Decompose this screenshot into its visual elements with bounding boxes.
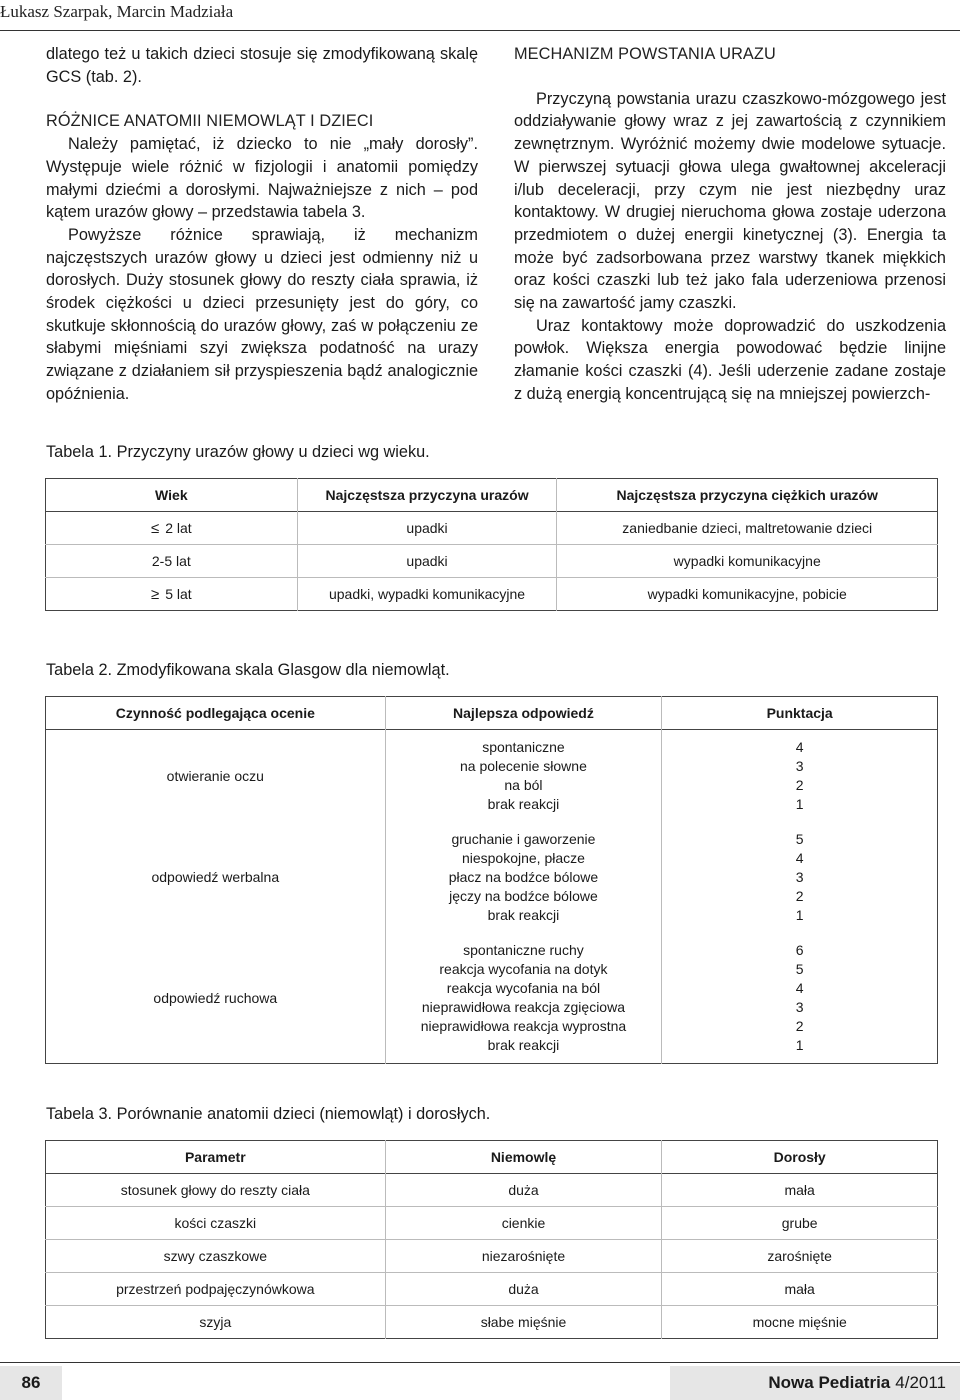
table1-severe-cell: zaniedbanie dzieci, maltretowanie dzieci <box>557 512 938 545</box>
table-row <box>46 1273 938 1306</box>
table1 <box>45 478 938 611</box>
right-paragraph-1: Przyczyną powstania urazu czaszkowo-mózgowego jest oddziaływanie głowy wraz z jej zawartością z czynnikiem zewnętrznym. Wyróżnić możemy dwie modelowe sytuacje. W pierwszej sytuacji głowa ulega gwałtownej akceleracji i/lub deceleracji, przy czym nie jest niezbędny uraz kontaktowy. W drugiej nieruchoma głowa zostaje uderzona przedmiotem o dużej energii kinetycznej (3). Energia ta może być zadsorbowana przez warstwy tkanek miękkich oraz kości czaszki lub też jako fala uderzeniowa przenosi się na zawartość jamy czaszki. <box>514 89 946 313</box>
table1-header-severe: Najczęstsza przyczyna ciężkich urazów <box>557 479 938 512</box>
journal-footer <box>670 1366 960 1400</box>
table3-parameter-cell: szyja <box>46 1306 386 1339</box>
header-rule <box>0 30 960 31</box>
left-column <box>46 43 478 406</box>
table1-cause-cell: upadki <box>297 545 557 578</box>
table-row <box>46 1174 938 1207</box>
footer-rule <box>0 1362 960 1363</box>
page-number: 86 <box>0 1366 62 1400</box>
table3-adult-cell: mocne mięśnie <box>662 1306 938 1339</box>
table3-header-infant: Niemowlę <box>385 1141 662 1174</box>
table1-cause-cell: upadki <box>297 512 557 545</box>
journal-name: Nowa Pediatria <box>768 1373 891 1392</box>
table2-activity-cell: odpowiedź ruchowa <box>153 989 278 1006</box>
table3-infant-cell: duża <box>385 1174 662 1207</box>
table1-age-cell: 2-5 lat <box>46 545 298 578</box>
left-paragraph-3: Powyższe różnice sprawiają, iż mechanizm najczęstszych urazów głowy u dzieci jest odmienny niż u dorosłych. Duży stosunek głowy do reszty ciała sprawia, iż środek ciężkości u dzieci przesunięty jest do góry, co skutkuje skłonnością do urazów głowy, zaś w połączeniu ze słabymi mięśniami szyi zwiększa podatność na urazy związane z działaniem sił przyspieszenia bądź analogicznie opóźnienia. <box>46 225 478 403</box>
table-row <box>46 1240 938 1273</box>
table-row <box>46 730 938 823</box>
table3-infant-cell: cienkie <box>385 1207 662 1240</box>
table3-adult-cell: grube <box>662 1207 938 1240</box>
less-equal-symbol: ≤ <box>150 519 160 537</box>
table2-header-score: Punktacja <box>662 697 938 730</box>
section-title-anatomy: RÓŻNICE ANATOMII NIEMOWLĄT I DZIECI <box>46 112 374 131</box>
table2-scores-cell: 6 5 4 3 2 1 <box>662 933 938 1064</box>
table2-scores-cell: 5 4 3 2 1 <box>662 822 938 933</box>
table1-cause-cell: upadki, wypadki komunikacyjne <box>297 578 557 611</box>
section-title-mechanism: MECHANIZM POWSTANIA URAZU <box>514 45 776 63</box>
table3-header-parameter: Parametr <box>184 1149 246 1165</box>
table2-responses-cell: spontaniczne ruchy reakcja wycofania na dotyk reakcja wycofania na ból nieprawidłowa reakcja zgięciowa nieprawidłowa reakcja wyprostna brak reakcji <box>385 933 662 1064</box>
table2-caption: Tabela 2. Zmodyfikowana skala Glasgow dla niemowląt. <box>46 661 450 679</box>
right-column <box>514 43 946 406</box>
table-row <box>46 822 938 933</box>
table-row <box>46 545 938 578</box>
table3-infant-cell: słabe mięśnie <box>385 1306 662 1339</box>
journal-issue: 4/2011 <box>895 1373 946 1392</box>
table3-infant-cell: niezarośnięte <box>385 1240 662 1273</box>
table1-header-row <box>46 479 938 512</box>
table3-parameter-cell: szwy czaszkowe <box>46 1240 386 1273</box>
table1-severe-cell: wypadki komunikacyjne, pobicie <box>557 578 938 611</box>
table-row <box>46 578 938 611</box>
table3-infant-cell: duża <box>385 1273 662 1306</box>
table-row <box>46 1306 938 1339</box>
left-paragraph-2: Należy pamiętać, iż dziecko to nie „mały dorosły”. Występuje wiele różnić w fizjologii i anatomii pomiędzy małymi dziećmi a dorosłymi. Najważniejsze z nich – pod kątem urazów głowy – przedstawia tabela 3. <box>46 135 478 222</box>
table3-parameter-cell: kości czaszki <box>46 1207 386 1240</box>
table3-header-adult: Dorosły <box>662 1141 938 1174</box>
table3-adult-cell: mała <box>662 1174 938 1207</box>
greater-equal-symbol: ≥ <box>150 585 160 603</box>
table-row <box>46 933 938 1064</box>
table2-responses-cell: spontaniczne na polecenie słowne na ból brak reakcji <box>385 730 662 823</box>
table1-header-cause: Najczęstsza przyczyna urazów <box>297 479 557 512</box>
table3-adult-cell: zarośnięte <box>662 1240 938 1273</box>
table3-parameter-cell: stosunek głowy do reszty ciała <box>120 1182 310 1198</box>
running-head-authors: Łukasz Szarpak, Marcin Madziała <box>0 2 234 21</box>
table1-severe-cell: wypadki komunikacyjne <box>557 545 938 578</box>
table3-caption: Tabela 3. Porównanie anatomii dzieci (niemowląt) i dorosłych. <box>46 1105 491 1123</box>
table3 <box>45 1140 938 1339</box>
table2-activity-cell: otwieranie oczu <box>166 767 264 784</box>
table2-header-row <box>46 697 938 730</box>
table1-caption: Tabela 1. Przyczyny urazów głowy u dzieci wg wieku. <box>46 443 430 461</box>
table3-header-row <box>46 1141 938 1174</box>
left-paragraph-1: dlatego też u takich dzieci stosuje się zmodyfikowaną skalę GCS (tab. 2). <box>46 45 478 86</box>
table2-activity-cell: odpowiedź werbalna <box>151 869 280 885</box>
right-paragraph-2: Uraz kontaktowy może doprowadzić do uszkodzenia powłok. Większa energia powodować będzie linijne złamanie kości czaszki (4). Jeśli uderzenie zadane zostaje z dużą energią koncentrującą się na mniejszej powierzch- <box>514 316 946 403</box>
table-row <box>46 1207 938 1240</box>
table2-scores-cell: 4 3 2 1 <box>662 730 938 823</box>
table2-header-response: Najlepsza odpowiedź <box>385 697 662 730</box>
table3-parameter-cell: przestrzeń podpajęczynówkowa <box>46 1273 386 1306</box>
table2-header-activity: Czynność podlegająca ocenie <box>115 705 315 721</box>
table1-age-cell: ≤ 2 lat <box>150 519 192 537</box>
table2 <box>45 696 938 1064</box>
table2-responses-cell: gruchanie i gaworzenie niespokojne, płacze płacz na bodźce bólowe jęczy na bodźce bólowe brak reakcji <box>385 822 662 933</box>
table3-adult-cell: mała <box>662 1273 938 1306</box>
table1-age-cell: ≥ 5 lat <box>46 578 298 611</box>
table-row <box>46 512 938 545</box>
table1-header-age: Wiek <box>155 487 188 503</box>
